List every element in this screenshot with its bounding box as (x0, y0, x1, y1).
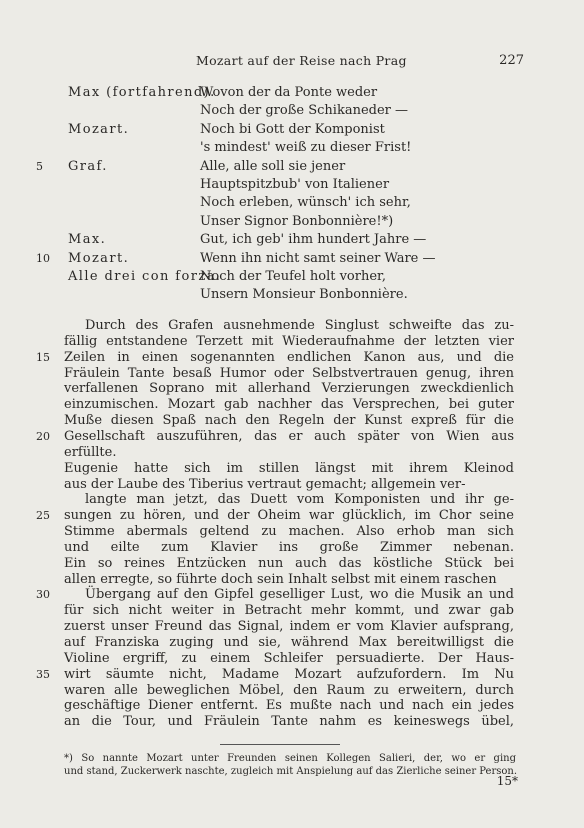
prose-text: verfallenen Soprano mit allerhand Verzierungen zweckdienlich (64, 381, 514, 397)
line-number: 15 (36, 350, 50, 364)
prose-line (0, 714, 584, 730)
prose-text: auf Franziska zuging und sie, während Max bereitwilligst die (64, 635, 514, 650)
prose-text: wirt säumte nicht, Madame Mozart aufzufordern. Im Nu (64, 666, 514, 682)
prose-line (0, 350, 584, 366)
line-number: 5 (36, 159, 43, 173)
footnote-divider (220, 744, 340, 745)
line-number: 35 (36, 667, 50, 681)
dialogue-line (0, 231, 584, 249)
prose-line (0, 603, 584, 619)
speaker-name: Mozart. (68, 250, 130, 266)
prose-text: Gesellschaft auszuführen, das er auch später von Wien aus (64, 428, 514, 444)
footnote-line: *) So nannte Mozart unter Freunden seinen Kollegen Salieri, der, wo er ging (64, 753, 516, 764)
verse-text: Noch der Teufel holt vorher, (200, 269, 386, 284)
prose-text: Eugenie hatte sich im stillen längst mit ihrem Kleinod (64, 460, 514, 476)
prose-line (0, 619, 584, 635)
prose-text: aus der Laube des Tiberius vertraut gemacht; allgemein ver- (64, 476, 466, 492)
speaker-name: Alle drei con forza. (68, 269, 222, 284)
prose-text: und eilte zum Klavier ins große Zimmer nebenan. (64, 539, 514, 555)
prose-line (0, 572, 584, 588)
dialogue-line (0, 102, 584, 120)
line-number: 10 (36, 251, 50, 265)
prose-text: für sich nicht weiter in Betracht mehr kommt, und zwar gab (64, 603, 514, 619)
prose-text: waren alle beweglichen Möbel, den Raum zu erweitern, durch (64, 682, 514, 698)
prose-line (0, 397, 584, 413)
dialogue-line (0, 139, 584, 157)
verse-text: Noch bi Gott der Komponist (200, 121, 385, 137)
line-number: 20 (36, 429, 50, 443)
dialogue-line (0, 158, 584, 176)
prose-line (0, 587, 584, 603)
dialogue-line (0, 213, 584, 231)
prose-line (0, 508, 584, 524)
prose-text: Ein so reines Entzücken nun auch das köstliche Stück bei (64, 555, 514, 571)
speaker-name: Mozart. (68, 121, 130, 137)
prose-text: zuerst unser Freund das Signal, indem er vom Klavier aufsprang, (64, 619, 514, 635)
prose-text: erfüllte. (64, 444, 117, 460)
prose-line (0, 667, 584, 683)
speaker-name: Graf. (68, 158, 108, 174)
dialogue-line (0, 194, 584, 212)
speaker-name: Max. (68, 232, 107, 248)
verse-text: Noch erleben, wünsch' ich sehr, (200, 195, 411, 211)
running-title: Mozart auf der Reise nach Prag (196, 53, 407, 68)
prose-text: einzumischen. Mozart gab nachher das Versprechen, bei guter (64, 397, 514, 413)
speaker-name: Max (fortfahrend). (68, 85, 216, 100)
prose-text: Muße diesen Spaß nach den Regeln der Kunst expreß für die (64, 413, 514, 429)
prose-text: Fräulein Tante besaß Humor oder Selbstvertrauen genug, ihren (64, 365, 514, 381)
prose-line (0, 334, 584, 350)
prose-line (0, 366, 584, 382)
footnote-line: und stand, Zuckerwerk naschte, zugleich mit Anspielung auf das Zierliche seiner Person. (64, 766, 518, 777)
prose-line (0, 651, 584, 667)
verse-text: Wovon der da Ponte weder (200, 85, 378, 100)
prose-text: langte man jetzt, das Duett vom Komponisten und ihr ge- (85, 492, 514, 508)
verse-text: Alle, alle soll sie jener (200, 158, 346, 174)
prose-text: Zeilen in einen sogenannten endlichen Kanon aus, und die (64, 349, 514, 365)
prose-line (0, 381, 584, 397)
dialogue-line (0, 286, 584, 304)
verse-text: Noch der große Schikaneder — (200, 103, 408, 119)
dialogue-line (0, 121, 584, 139)
dialogue-line (0, 84, 584, 102)
prose-text: allen erregte, so führte doch sein Inhalt selbst mit einem raschen (64, 571, 497, 587)
dialogue-line (0, 250, 584, 268)
prose-line (0, 683, 584, 699)
line-number: 30 (36, 588, 50, 602)
signature-mark: 15* (496, 774, 518, 788)
prose-text: sungen zu hören, und der Oheim war glücklich, im Chor seine (64, 508, 514, 524)
prose-text: fällig entstandene Terzett mit Wiederaufnahme der letzten vier (64, 333, 514, 349)
prose-line (0, 540, 584, 556)
prose-line (0, 524, 584, 540)
dialogue-line (0, 176, 584, 194)
verse-text: Wenn ihn nicht samt seiner Ware — (200, 250, 436, 266)
verse-text: 's mindest' weiß zu dieser Frist! (200, 140, 412, 156)
prose-text: Violine ergriff, zu einem Schleifer persuadierte. Der Haus- (64, 650, 514, 666)
verse-text: Unsern Monsieur Bonbonnière. (200, 287, 408, 303)
footnote (64, 752, 516, 778)
verse-text: Unser Signor Bonbonnière!*) (200, 213, 394, 229)
prose-line (0, 635, 584, 651)
prose-line (0, 429, 584, 445)
prose-line (0, 477, 584, 493)
prose-line (0, 318, 584, 334)
prose-line (0, 492, 584, 508)
prose-line (0, 413, 584, 429)
page-number: 227 (499, 53, 524, 68)
verse-text: Gut, ich geb' ihm hundert Jahre — (200, 232, 427, 248)
verse-text: Hauptspitzbub' von Italiener (200, 177, 390, 192)
prose-text: geschäftige Diener entfernt. Es mußte nach und nach ein jedes (64, 698, 514, 714)
prose-line (0, 698, 584, 714)
prose-line (0, 461, 584, 477)
prose-text: Durch des Grafen ausnehmende Singlust schweifte das zu- (85, 318, 514, 333)
prose-text: Stimme abermals geltend zu machen. Also erhob man sich (64, 524, 514, 540)
prose-text: Übergang auf den Gipfel geselliger Lust, wo die Musik an und (85, 587, 514, 603)
prose-text: an die Tour, und Fräulein Tante nahm es keineswegs übel, (64, 714, 514, 730)
prose-line (0, 445, 584, 461)
line-number: 25 (36, 509, 50, 523)
dialogue-line (0, 268, 584, 286)
prose-line (0, 556, 584, 572)
